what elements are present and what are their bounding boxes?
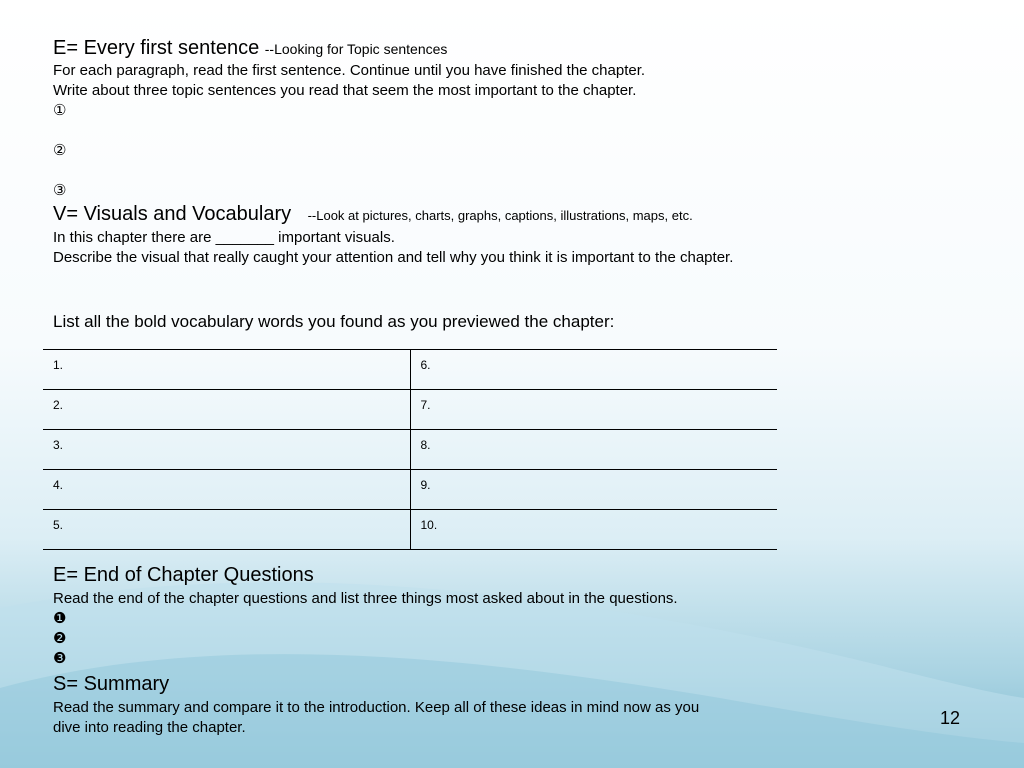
circled-two-marker: ②: [53, 142, 67, 159]
vocab-cell: 4.: [43, 470, 410, 510]
e-instruction-1: For each paragraph, read the first sentence. Continue until you have finished the chapter.: [53, 62, 646, 79]
e-heading-note: --Looking for Topic sentences: [264, 41, 448, 57]
filled-one-marker: ❶: [53, 610, 67, 627]
vocab-cell: 9.: [410, 470, 777, 510]
table-row: [43, 430, 777, 470]
e-section-heading: [53, 38, 447, 58]
e-heading-title: E= Every first sentence: [53, 37, 265, 59]
filled-two-marker: ❷: [53, 630, 67, 647]
e-instruction-2: Write about three topic sentences you read that seem the most important to the chapter.: [53, 82, 637, 99]
v-heading-note: --Look at pictures, charts, graphs, captions, illustrations, maps, etc.: [307, 208, 693, 223]
vocab-cell: 6.: [410, 350, 777, 390]
vocab-cell: 3.: [43, 430, 410, 470]
filled-three-marker: ❸: [53, 650, 67, 667]
vocab-cell: 2.: [43, 390, 410, 430]
vocab-cell: 10.: [410, 510, 777, 550]
v-heading-title: V= Visuals and Vocabulary: [53, 203, 292, 225]
table-row: [43, 470, 777, 510]
table-row: [43, 390, 777, 430]
v-section-heading: [53, 204, 693, 224]
vocab-cell: 8.: [410, 430, 777, 470]
end-section-heading: E= End of Chapter Questions: [53, 564, 314, 586]
circled-one-marker: ①: [53, 102, 67, 119]
vocab-table: [43, 349, 777, 550]
vocab-cell: 5.: [43, 510, 410, 550]
v-instruction-1: In this chapter there are _______ important visuals.: [53, 229, 395, 246]
table-row: [43, 510, 777, 550]
v-instruction-2: Describe the visual that really caught your attention and tell why you think it is important to the chapter.: [53, 249, 734, 266]
vocab-cell: 7.: [410, 390, 777, 430]
page-number: 12: [940, 708, 961, 728]
vocab-cell: 1.: [43, 350, 410, 390]
table-row: [43, 350, 777, 390]
summary-instruction-1: Read the summary and compare it to the introduction. Keep all of these ideas in mind now as you: [53, 699, 700, 716]
circled-three-marker: ③: [53, 182, 67, 199]
summary-instruction-2: dive into reading the chapter.: [53, 719, 246, 736]
summary-heading: S= Summary: [53, 673, 170, 695]
vocab-prompt: List all the bold vocabulary words you found as you previewed the chapter:: [53, 312, 615, 331]
end-instruction: Read the end of the chapter questions and list three things most asked about in the questions.: [53, 590, 678, 607]
